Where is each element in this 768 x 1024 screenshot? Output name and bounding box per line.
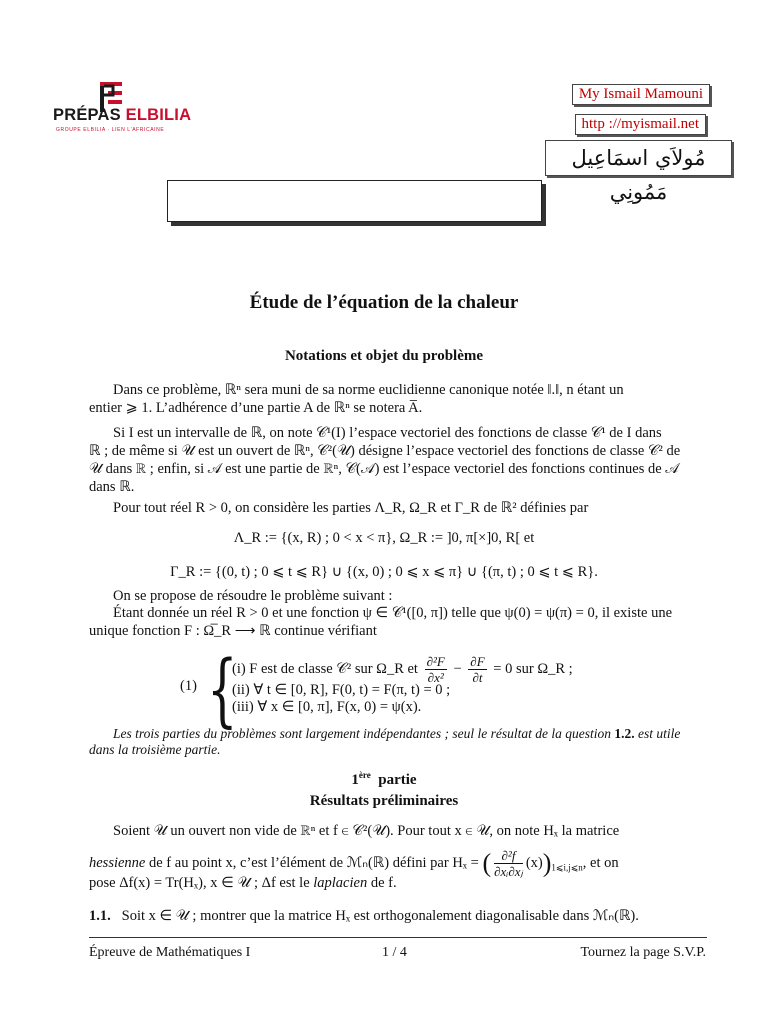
footer-exam-name: Épreuve de Mathématiques I <box>89 945 251 960</box>
left-brace: { <box>207 643 238 736</box>
paragraph-spaces-line1: Si I est un intervalle de ℝ, on note 𝒞¹(I) l’espace vectoriel des fonctions de classe 𝒞¹ de I dans <box>113 425 662 441</box>
paragraph-sets-intro: Pour tout réel R > 0, on considère les parties Λ_R, Ω_R et Γ_R de ℝ² définies par <box>113 500 589 516</box>
system-row-iii: (iii) ∀ x ∈ [0, π], F(x, 0) = ψ(x). <box>232 699 422 715</box>
school-logo <box>40 40 190 165</box>
system-row-ii: (ii) ∀ t ∈ [0, R], F(0, t) = F(π, t) = 0 ; <box>232 682 451 698</box>
paragraph-problem-line2: Étant donnée un réel R > 0 et une fonction ψ ∈ 𝒞¹([0, π]) telle que ψ(0) = ψ(π) = 0, il existe une <box>113 605 673 621</box>
author-arabic-name: مُولاَي اسمَاعِيل مَمُونِي <box>545 140 732 176</box>
part-heading: Résultats préliminaires <box>309 793 459 809</box>
fraction-time-derivative: $\frac{\partial F}{\partial t}$ <box>470 654 485 685</box>
paragraph-problem-line3: unique fonction F : Ω̅_R ⟶ ℝ continue vérifiant <box>89 623 377 639</box>
problem-title: Étude de l’équation de la chaleur <box>249 292 519 313</box>
system-label: (1) <box>180 678 197 694</box>
logo-tagline: GROUPE ELBILIA · LIEN L'AFRICAINE <box>56 127 165 133</box>
fraction-second-derivative: $\frac{\text{∂²F}}{\text{∂x²}}$ <box>426 654 445 685</box>
equation-lambda-omega: Λ_R := {(x, R) ; 0 < x < π}, Ω_R := ]0, π[×]0, R[ et <box>233 530 535 546</box>
footer-page-number: 1 / 4 <box>382 945 407 960</box>
fraction-hessian-entry: $\frac{\text{∂²f}}{\text{∂xᵢ∂xⱼ}}$ <box>494 848 523 879</box>
equation-gamma: Γ_R := {(0, t) ; 0 ⩽ t ⩽ R} ∪ {(x, 0) ; 0 ⩽ x ⩽ π} ∪ {(π, t) ; 0 ⩽ t ⩽ R}. <box>170 564 598 580</box>
hessian-paragraph-line2: hessienne de f au point x, c’est l’élément de ℳₙ(ℝ) défini par Hₓ = ( $\frac{\text{∂²f}}{\text{∂xᵢ∂xⱼ}}$ $(x))_{1⩽i,j⩽n}$, et on <box>89 848 619 879</box>
paragraph-spaces-line2: ℝ ; de même si 𝒰 est un ouvert de ℝⁿ, 𝒞²(𝒰) désigne l’espace vectoriel des fonctions de classe 𝒞² de <box>89 443 681 459</box>
section-heading-notations: Notations et objet du problème <box>284 348 484 364</box>
paragraph-problem-line1: On se propose de résoudre le problème suivant : <box>113 588 393 604</box>
author-website-link[interactable]: http ://myismail.net <box>575 114 707 135</box>
paragraph-norm-line2: entier ⩾ 1. L’adhérence d’une partie A de ℝⁿ se notera A̅. <box>89 400 423 416</box>
paragraph-norm-line1: Dans ce problème, ℝⁿ sera muni de sa norme euclidienne canonique notée ‖.‖, n étant un <box>113 382 624 398</box>
question-1-1: 1.1. Soit x ∈ 𝒰 ; montrer que la matrice Hₓ est orthogonalement diagonalisable dans ℳₙ(ℝ). <box>89 908 639 924</box>
hessian-paragraph-line1: Soient 𝒰 un ouvert non vide de ℝⁿ et f ∈ 𝒞²(𝒰). Pour tout x ∈ 𝒰, on note Hₓ la matrice <box>113 823 620 839</box>
system-row-i: (i) F est de classe 𝒞² sur Ω_R et $\frac{\text{∂²F}}{\text{∂x²}}$ − $\frac{\partial F}{\partial t}$ = 0 sur Ω_R ; <box>232 654 573 685</box>
independence-note-line2: dans la troisième partie. <box>89 742 221 757</box>
paragraph-spaces-line4: dans ℝ. <box>89 479 135 495</box>
footer-turn-page: Tournez la page S.V.P. <box>580 945 706 960</box>
author-name: My Ismail Mamouni <box>572 84 710 105</box>
paragraph-spaces-line3: 𝒰 dans ℝ ; enfin, si 𝒜 est une partie de ℝⁿ, 𝒞(𝒜) est l’espace vectoriel des fonctions continues de 𝒜 <box>89 461 679 477</box>
footer-divider <box>89 937 707 938</box>
logo-brand: PRÉPAS ELBILIA <box>53 106 192 124</box>
header-frame <box>167 180 542 222</box>
hessian-paragraph-line3: pose Δf(x) = Tr(Hₓ), x ∈ 𝒰 ; Δf est le laplacien de f. <box>89 875 397 891</box>
part-number: 1ère partie <box>351 770 417 788</box>
independence-note-line1: Les trois parties du problèmes sont largement indépendantes ; seul le résultat de la question 1.2. est utile <box>113 726 681 741</box>
